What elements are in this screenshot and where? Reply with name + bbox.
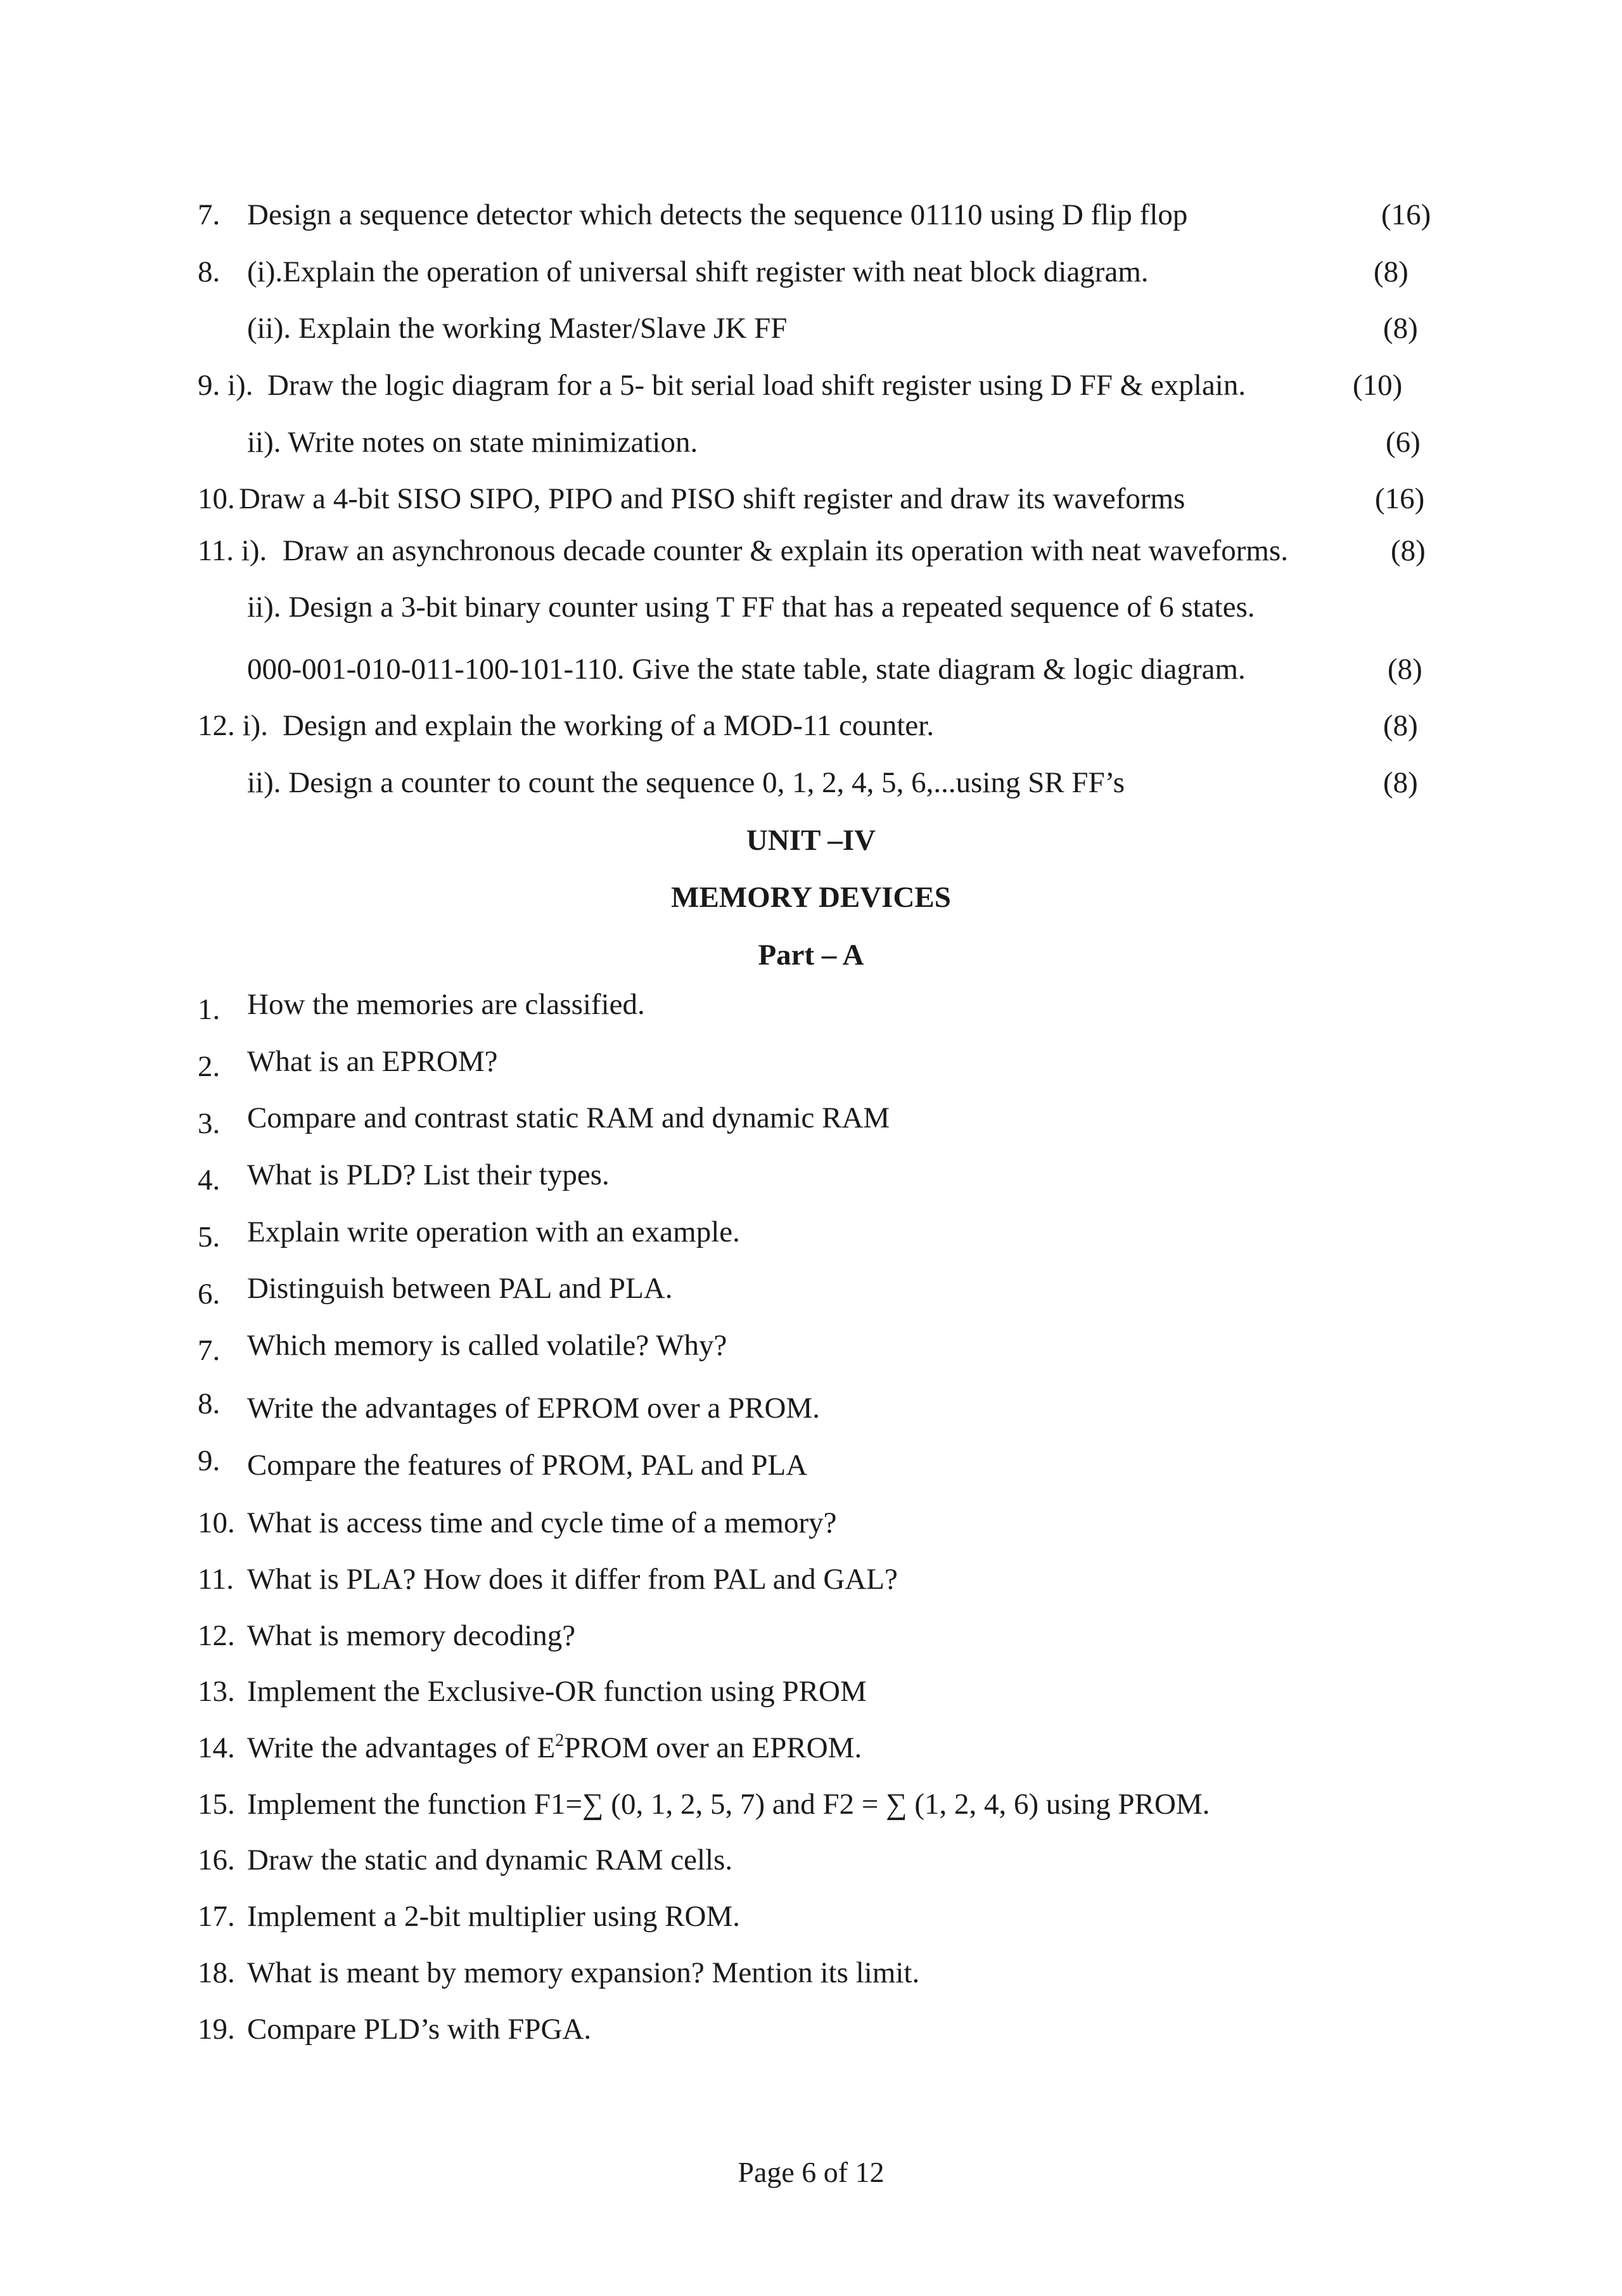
question-text: What is meant by memory expansion? Mention its limit. [247, 1956, 920, 1989]
question-number: 13. [198, 1675, 235, 1708]
question-text: What is PLA? How does it differ from PAL and GAL? [247, 1563, 898, 1596]
question-number: 8. [198, 1387, 220, 1420]
question-text: Design and explain the working of a MOD-11 counter. [283, 709, 935, 742]
question-marks: (8) [1391, 534, 1426, 567]
question-number: 10. [198, 1506, 235, 1539]
question-text: How the memories are classified. [247, 988, 645, 1021]
question-text: Explain write operation with an example. [247, 1215, 740, 1248]
question-text: What is access time and cycle time of a memory? [247, 1506, 837, 1539]
question-number: 2. [198, 1050, 220, 1083]
question-text [247, 1733, 862, 1763]
question-text: Compare PLD’s with FPGA. [247, 2013, 592, 2046]
question-text: Implement a 2-bit multiplier using ROM. [247, 1900, 741, 1933]
question-text: ii). Write notes on state minimization. [247, 426, 698, 459]
question-number: 11. [198, 1563, 234, 1596]
question-text: Design a sequence detector which detects the sequence 01110 using D flip flop [247, 198, 1188, 231]
question-text: What is an EPROM? [247, 1045, 498, 1078]
part-heading: Part – A [758, 939, 864, 972]
question-marks: (16) [1381, 198, 1431, 231]
question-text: ii). Design a 3-bit binary counter using T FF that has a repeated sequence of 6 states. [247, 591, 1255, 624]
question-number: 8. [198, 255, 220, 288]
question-marks: (8) [1383, 312, 1418, 345]
question-number: 5. [198, 1221, 220, 1254]
question-marks: (8) [1383, 766, 1418, 799]
question-marks: (8) [1388, 653, 1422, 686]
page-number: Page 6 of 12 [738, 2156, 884, 2188]
question-marks: (6) [1386, 426, 1421, 459]
question-number: 9. [198, 1444, 220, 1477]
question-marks: (8) [1374, 255, 1408, 288]
question-number: 17. [198, 1900, 235, 1933]
question-text: 000-001-010-011-100-101-110. Give the state table, state diagram & logic diagram. [247, 653, 1246, 686]
question-number: 9. i). [198, 369, 253, 402]
question-text-part: PROM over an EPROM. [564, 1731, 862, 1764]
question-text: Write the advantages of EPROM over a PROM. [247, 1392, 820, 1425]
question-text: (ii). Explain the working Master/Slave JK FF [247, 312, 788, 345]
question-number: 15. [198, 1788, 235, 1821]
question-text: Compare and contrast static RAM and dynamic RAM [247, 1101, 890, 1134]
question-number: 7. [198, 198, 220, 231]
question-number: 18. [198, 1956, 235, 1989]
question-marks: (16) [1375, 482, 1425, 515]
question-marks: (10) [1353, 369, 1403, 402]
question-text: What is PLD? List their types. [247, 1158, 610, 1191]
question-text: Distinguish between PAL and PLA. [247, 1272, 673, 1305]
question-number: 10. [198, 482, 235, 515]
question-text: What is memory decoding? [247, 1619, 576, 1652]
question-number: 1. [198, 993, 220, 1026]
question-marks: (8) [1383, 709, 1418, 742]
question-text: Implement the function F1=∑ (0, 1, 2, 5, 7) and F2 = ∑ (1, 2, 4, 6) using PROM. [247, 1788, 1210, 1821]
question-text: Draw the static and dynamic RAM cells. [247, 1844, 733, 1876]
question-text: ii). Design a counter to count the sequence 0, 1, 2, 4, 5, 6,...using SR FF’s [247, 766, 1125, 799]
question-number: 11. i). [198, 534, 267, 567]
question-text: Draw the logic diagram for a 5- bit serial load shift register using D FF & explain. [267, 369, 1246, 402]
question-text: Implement the Exclusive-OR function using PROM [247, 1675, 867, 1708]
unit-heading: UNIT –IV [746, 824, 876, 857]
question-number: 12. [198, 1619, 235, 1652]
question-number: 7. [198, 1334, 220, 1367]
question-text-part: Write the advantages of E [247, 1731, 556, 1764]
superscript: 2 [555, 1731, 565, 1750]
question-number: 12. i). [198, 709, 268, 742]
question-number: 4. [198, 1164, 220, 1196]
question-number: 16. [198, 1844, 235, 1876]
question-text: Which memory is called volatile? Why? [247, 1329, 727, 1362]
question-number: 6. [198, 1278, 220, 1311]
question-text: Draw a 4-bit SISO SIPO, PIPO and PISO shift register and draw its waveforms [239, 482, 1185, 515]
question-text: Draw an asynchronous decade counter & explain its operation with neat waveforms. [283, 534, 1289, 567]
unit-title: MEMORY DEVICES [671, 881, 951, 914]
question-number: 3. [198, 1107, 220, 1140]
question-text: (i).Explain the operation of universal shift register with neat block diagram. [247, 255, 1149, 288]
question-number: 14. [198, 1731, 235, 1764]
question-number: 19. [198, 2013, 235, 2046]
question-text: Compare the features of PROM, PAL and PLA [247, 1449, 808, 1482]
